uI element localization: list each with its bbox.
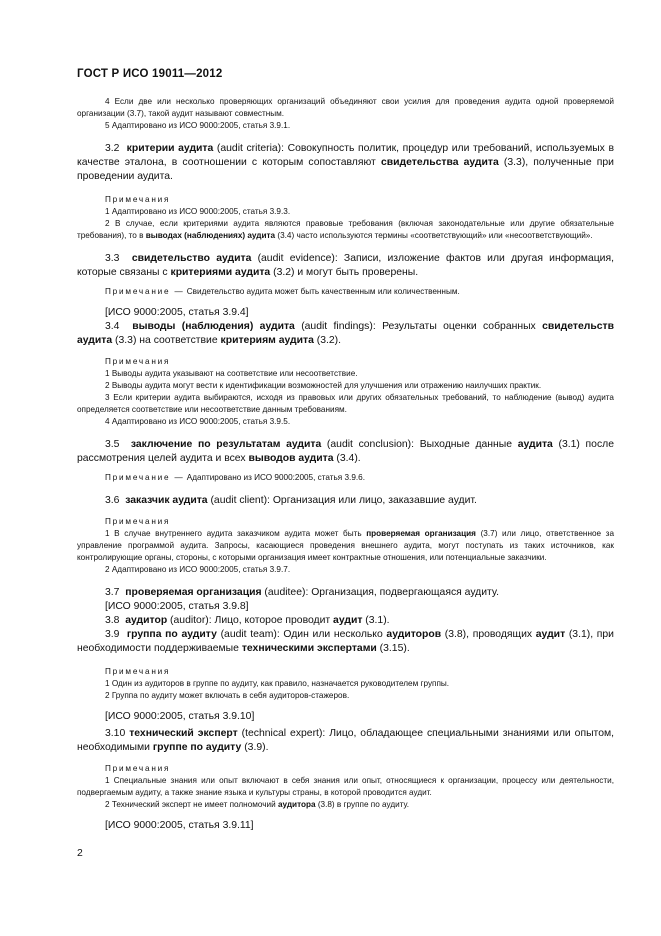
term-3-6: 3.6 заказчик аудита (audit client): Организация или лицо, заказавшие аудит. xyxy=(105,495,477,506)
reference: [ИСО 9000:2005, статья 3.9.8] xyxy=(105,601,249,612)
note-item: 4 Если две или несколько проверяющих организаций объединяют свои усилия для проведения аудита одной проверяемой организации (3.7), такой аудит называют совместным. xyxy=(77,97,614,118)
notes-label: Примечания xyxy=(105,357,171,366)
term-3-9: 3.9 группа по аудиту (audit team): Один или несколько аудиторов (3.8), проводящих аудит (3.1), при необходимости поддерживаемые техническими экспертами (3.15). xyxy=(77,629,614,654)
term-3-2: 3.2 критерии аудита (audit criteria): Совокупность политик, процедур или требований, используемых в качестве эталона, в соотношении с которым сопоставляют свидетельства аудита (3.3), полученные при проведении аудита. xyxy=(77,143,614,182)
note-item: 2 В случае, если критериями аудита являются правовые требования (включая законодательные или другие обязательные требования), то в выводах (наблюдениях) аудита (3.4) часто используются термины «соответствующий» или «несоответствующий». xyxy=(77,219,614,240)
term-3-7: 3.7 проверяемая организация (auditee): Организация, подвергающаяся аудиту. xyxy=(105,587,499,598)
reference: [ИСО 9000:2005, статья 3.9.4] xyxy=(105,307,249,318)
note-item: 3 Если критерии аудита выбираются, исходя из правовых или других обязательных требований, то наблюдение (вывод) аудита определяется соответствие или несоответствие данным требованиям. xyxy=(77,393,614,414)
notes-label: Примечания xyxy=(105,667,171,676)
note-item: 2 Адаптировано из ИСО 9000:2005, статья 3.9.7. xyxy=(105,565,291,574)
notes-label: Примечания xyxy=(105,764,171,773)
term-3-4: 3.4 выводы (наблюдения) аудита (audit findings): Результаты оценки собранных свидетельств аудита (3.3) на соответствие критериям аудита (3.2). xyxy=(77,321,614,346)
term-3-8: 3.8 аудитор (auditor): Лицо, которое проводит аудит (3.1). xyxy=(105,615,390,626)
note-item: 5 Адаптировано из ИСО 9000:2005, статья 3.9.1. xyxy=(105,121,291,130)
note-item: 1 Один из аудиторов в группе по аудиту, как правило, назначается руководителем группы. xyxy=(105,679,450,688)
term-3-5: 3.5 заключение по результатам аудита (audit conclusion): Выходные данные аудита (3.1) после рассмотрения целей аудита и всех выводов аудита (3.4). xyxy=(77,439,614,464)
note-item: 1 Специальные знания или опыт включают в себя знания или опыт, относящиеся к организации, процессу или деятельности, подвергаемым аудиту, а также знание языка и культуры страны, в которой проводится аудит. xyxy=(77,776,614,797)
document-header: ГОСТ Р ИСО 19011—2012 xyxy=(77,68,223,80)
notes-label: Примечания xyxy=(105,517,171,526)
note-item: 1 В случае внутреннего аудита заказчиком аудита может быть проверяемая организация (3.7) или лицо, ответственное за управление программой аудита. Запросы, касающиеся проведения внешнего аудита, могут поступать из таких источников, как контролирующие органы, стороны, с которыми организация имеет контрактные отношения, или потенциальные заказчики. xyxy=(77,529,614,562)
notes-label: Примечания xyxy=(105,195,171,204)
note-item: 2 Группа по аудиту может включать в себя аудиторов-стажеров. xyxy=(105,691,350,700)
note-item: 2 Выводы аудита могут вести к идентификации возможностей для улучшения или отражению наилучших практик. xyxy=(105,381,542,390)
reference: [ИСО 9000:2005, статья 3.9.10] xyxy=(105,711,255,722)
note-item: Примечание — Свидетельство аудита может быть качественным или количественным. xyxy=(105,287,460,296)
note-item: 2 Технический эксперт не имеет полномочий аудитора (3.8) в группе по аудиту. xyxy=(105,800,410,809)
page-body xyxy=(77,96,614,833)
note-item: Примечание — Адаптировано из ИСО 9000:2005, статья 3.9.6. xyxy=(105,473,365,482)
note-item: 1 Адаптировано из ИСО 9000:2005, статья 3.9.3. xyxy=(105,207,291,216)
note-item: 4 Адаптировано из ИСО 9000:2005, статья 3.9.5. xyxy=(105,417,291,426)
reference: [ИСО 9000:2005, статья 3.9.11] xyxy=(105,820,254,831)
term-3-3: 3.3 свидетельство аудита (audit evidence): Записи, изложение фактов или другая информация, которые связаны с критериями аудита (3.2) и могут быть проверены. xyxy=(77,253,614,278)
note-item: 1 Выводы аудита указывают на соответствие или несоответствие. xyxy=(105,369,358,378)
page-number: 2 xyxy=(77,848,83,859)
term-3-10: 3.10 технический эксперт (technical expert): Лицо, обладающее специальными знаниями или опытом, необходимыми группе по аудиту (3.9). xyxy=(77,728,615,753)
